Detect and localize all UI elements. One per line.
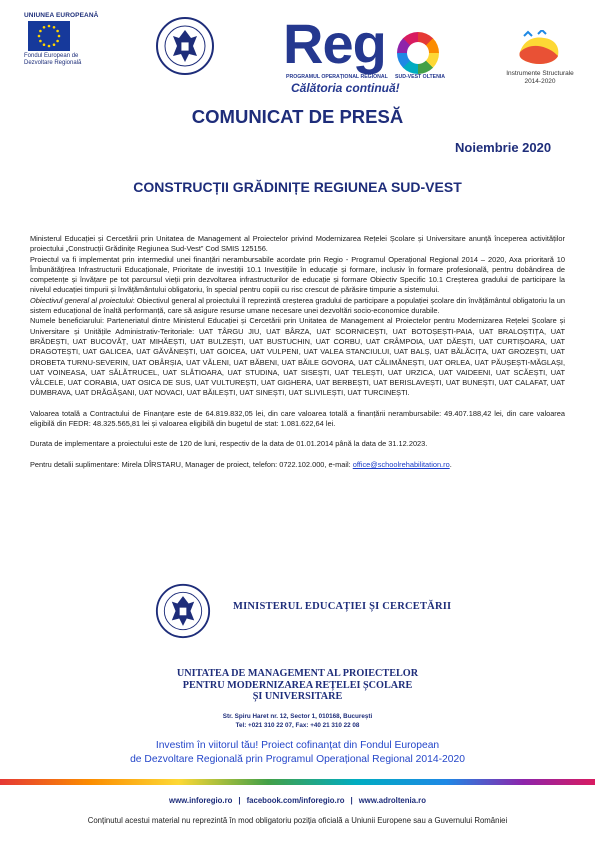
contact-email-link[interactable]: office@schoolrehabilitation.ro xyxy=(352,459,450,469)
page-title: COMUNICAT DE PRESĂ xyxy=(191,106,404,127)
eu-logo xyxy=(24,12,102,67)
ministry-name: MINISTERUL EDUCAȚIEI ȘI CERCETĂRII xyxy=(233,601,452,612)
eu-top-label: UNIUNEA EUROPEANĂ xyxy=(24,12,99,19)
paragraph-objective xyxy=(30,296,565,317)
paragraph-duration: Durata de implementare a proiectului este de 120 de luni, respectiv de la data de 01.01.2014 până la data de 31.12.2023. xyxy=(30,439,428,449)
government-seal-icon xyxy=(155,16,215,76)
paragraph-beneficiary: Numele beneficiarului: Parteneriatul dintre Ministerul Educației și Cercetării prin Unitatea de Management al Proiectelor pentru Modernizarea Rețelei Școlare și Universitare și Unitățile Administrativ-Teritoriale: UAT TÂRGU JIU, UAT BÂRZA, UAT SCORNICEȘTI, UAT BOTOȘEȘTI-PAIA, UAT BRALOȘTIȚA, UAT BRĂDEȘTI, UAT BUCOVĂȚ, UAT MIHĂEȘTI, UAT BULZEȘTI, UAT BUSTUCHIN, UAT CORBU, UAT CRÂMPOIA, UAT DĂEȘTI, UAT CURTIȘOARA, UAT DRAGOTEȘTI, UAT GALICEA, UAT GĂVĂNEȘTI, UAT GOICEA, UAT VULPENI, UAT VALEA STANCIULUI, UAT BALȘ, UAT BĂLĂCIȚA, UAT GROZEȘTI, UAT DROBETA TURNU-SEVERIN, UAT OBÂRȘIA, UAT VĂLENI, UAT BĂBENI, UAT BĂILE GOVORA, UAT CĂLIMĂNEȘTI, UAT ORLEA, UAT PĂUȘEȘTI-MĂGLAȘI, UAT VOINEASA, UAT SĂLĂTRUCEL, UAT SLĂTIOARA, UAT STUDINA, UAT SISEȘTI, UAT TELEȘTI, UAT URZICA, UAT VAIDEENI, UAT SCĂEȘTI, UAT VÂLCELE, UAT CORABIA, UAT OSICA DE SUS, UAT VULTUREȘTI, UAT GIGHERA, UAT BERBEȘTI, UAT BERISLAVEȘTI, UAT BUNEȘTI, UAT CALAFAT, UAT DUMBRAVA, UAT DRĂGĂȘANI, UAT NOVACI, UAT BĂILEȘTI, UAT SINEȘTI, UAT SLIVILEȘTI, UAT TURCINEȘTI. xyxy=(30,316,565,398)
eu-flag-icon xyxy=(28,21,70,51)
footer-links xyxy=(0,796,595,805)
paragraph-contact: Pentru detalii suplimentare: Mirela DÎRSTARU, Manager de proiect, telefon: 0722.102.000, e-mail: office@schoolrehabilitation.ro. xyxy=(30,459,452,469)
paragraph-intro: Ministerul Educației și Cercetării prin Unitatea de Management al Proiectelor privind Modernizarea Rețelei Școlare și Universitare anunță începerea activităților proiectului „Construcții Grădinițe Regiunea Sud-Vest” Cod SMIS 125156. xyxy=(30,234,565,254)
government-seal-icon xyxy=(155,583,211,639)
regio-program-label: PROGRAMUL OPERAȚIONAL REGIONAL xyxy=(286,74,388,80)
ump-name: UNITATEA DE MANAGEMENT AL PROIECTELOR PENTRU MODERNIZAREA REȚELEI ȘCOLARE ȘI UNIVERSITARE xyxy=(176,668,419,702)
paragraph-funding: Proiectul va fi implementat prin intermediul unei finanțări nerambursabile acordate prin Regio - Programul Operațional Regional 2014 – 2020, Axa prioritară 10 Îmbunătățirea Infrastructurii Educaționale, Prioritate de investiții 10.1 Investițiile în educație și formare, inclusiv în formare profesională, pentru dobândirea de competențe și învățare pe tot parcursul vieții prin dezvoltarea infrastructurilor de educație și formare Obiectiv Specific 10.1 Creșterea gradului de participare la nivelul educației timpurii și învățământului obligatoriu, în special pentru copiii cu risc crescut de părăsire timpurie a sistemului. xyxy=(30,254,565,295)
cofinancing-statement: Investim în viitorul tău! Proiect cofinanțat din Fondul European de Dezvoltare Regională prin Programul Operațional Regional 2014-2020 xyxy=(130,740,465,765)
regio-logo xyxy=(283,12,446,104)
regio-wordmark: Reg xyxy=(283,12,386,75)
eu-fund-label: Fondul European de Dezvoltare Regională xyxy=(24,53,82,66)
contact-text: Pentru detalii suplimentare: Mirela DÎRSTARU, Manager de proiect, telefon: 0722.102.000, e-mail: xyxy=(30,459,353,469)
rainbow-divider xyxy=(0,779,595,785)
footer-link-adroltenia[interactable]: www.adroltenia.ro xyxy=(358,796,426,805)
footer-link-inforegio[interactable]: www.inforegio.ro xyxy=(169,796,233,805)
objective-label: Obiectivul general al proiectului xyxy=(30,295,133,305)
footer-link-facebook[interactable]: facebook.com/inforegio.ro xyxy=(246,796,345,805)
structural-instruments-label: Instrumente Structurale 2014-2020 xyxy=(506,70,574,85)
regio-tagline: Călătoria continuă! xyxy=(291,81,400,95)
objective-text: : Obiectivul general al proiectului îl reprezintă creșterea gradului de participare a populației școlare din învățământul obligatoriu la un sistem educațional de înaltă performanță, care să asigure resurse umane necesare unei dezvoltări socio-economice durabile. xyxy=(30,295,565,316)
romania-map-icon xyxy=(514,30,564,70)
body-text xyxy=(30,234,565,470)
project-title: CONSTRUCȚII GRĂDINIȚE REGIUNEA SUD-VEST xyxy=(133,179,462,195)
regio-region-label: SUD-VEST OLTENIA xyxy=(395,74,446,80)
footer-separator: | xyxy=(238,796,241,805)
regio-color-ring-icon xyxy=(397,32,439,74)
paragraph-value: Valoarea totală a Contractului de Finanțare este de 64.819.832,05 lei, din care valoarea totală a finanțării nerambursabile: 49.407.188,42 lei, din care valoarea eligibilă din FEDR: 48.325.565,81 lei și valoarea eligibilă din bugetul de stat: 1.081.622,64 lei. xyxy=(30,408,565,429)
disclaimer: Conținutul acestui material nu reprezintă în mod obligatoriu poziția oficială a Uniunii Europene sau a Guvernului României xyxy=(87,816,508,825)
publication-date: Noiembrie 2020 xyxy=(455,140,552,155)
footer-separator: | xyxy=(350,796,353,805)
structural-instruments-logo xyxy=(500,30,580,86)
ump-address: Str. Spiru Haret nr. 12, Sector 1, 010168, București Tel: +021 310 22 07, Fax: +40 21 310 22 08 xyxy=(222,713,373,729)
eu-stars-icon xyxy=(28,21,70,51)
